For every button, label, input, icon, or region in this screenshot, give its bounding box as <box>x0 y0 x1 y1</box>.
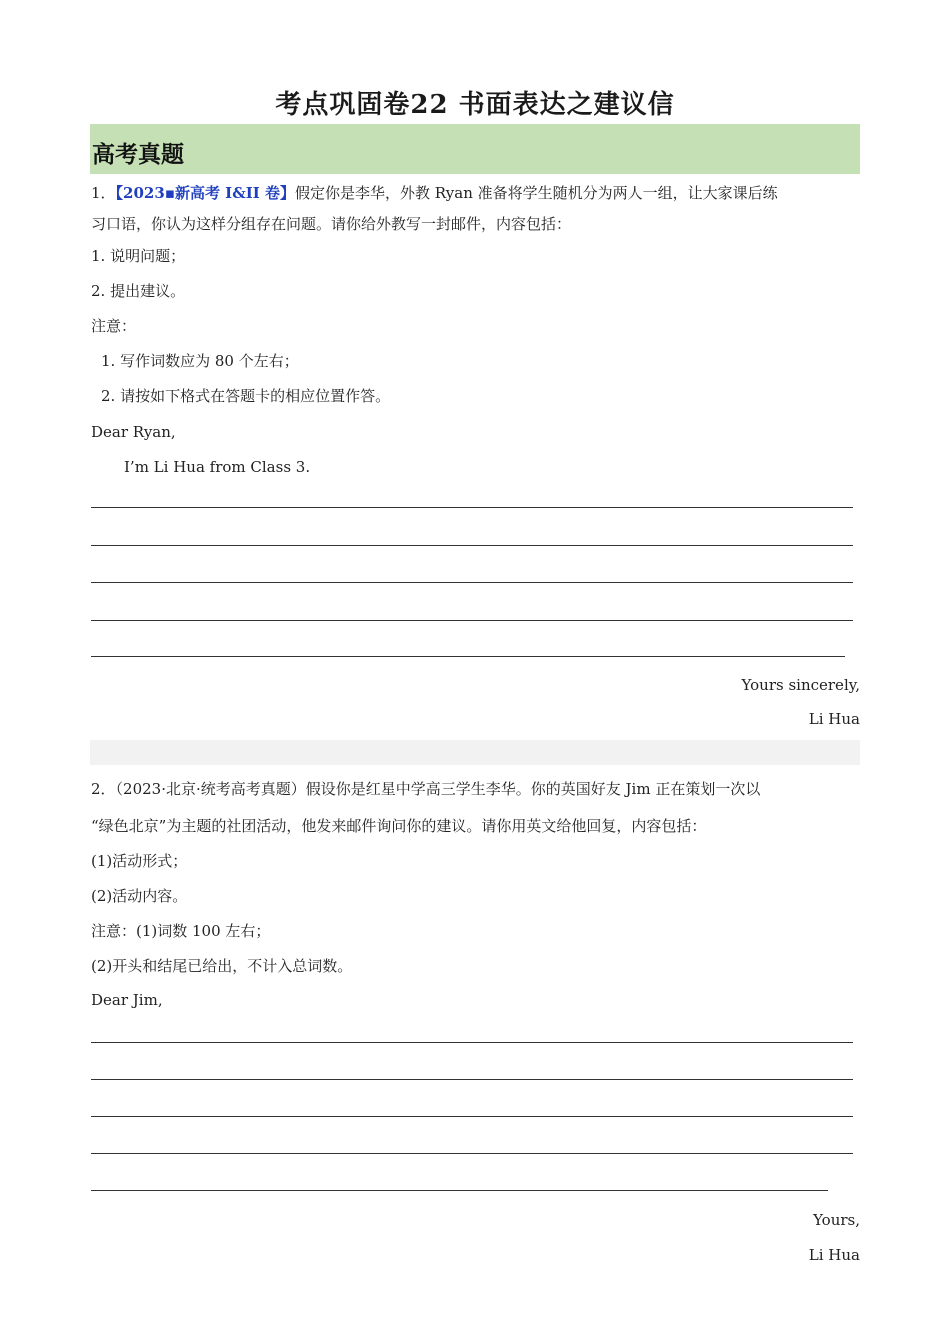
q2-number: 2． <box>91 780 116 798</box>
q1-source-tag: 【2023▪新高考 I&II 卷】 <box>115 184 295 202</box>
q2-signature: Li Hua <box>808 1246 860 1264</box>
q2-prompt-line2: “绿色北京”为主题的社团活动，他发来邮件询问你的建议。请你用英文给他回复，内容包括： <box>91 817 707 835</box>
answer-line <box>91 507 853 508</box>
q2-item-1: (1)活动形式； <box>91 852 188 870</box>
q1-greeting: Dear Ryan, <box>91 423 176 441</box>
q1-item-1: 1. 说明问题； <box>91 247 186 265</box>
q2-note-2: (2)开头和结尾已给出，不计入总词数。 <box>91 957 353 975</box>
q2-greeting: Dear Jim, <box>91 991 163 1009</box>
answer-line <box>91 1042 853 1043</box>
answer-line <box>91 1116 853 1117</box>
page-title: 考点巩固卷22 书面表达之建议信 <box>275 90 675 120</box>
q2-prompt-line1 <box>91 779 760 799</box>
answer-line <box>91 1153 853 1154</box>
q1-signature: Li Hua <box>808 710 860 728</box>
q1-item-2: 2. 提出建议。 <box>91 282 186 300</box>
q2-note-1: 注意：(1)词数 100 左右； <box>91 922 271 940</box>
q2-item-2: (2)活动内容。 <box>91 887 188 905</box>
q1-prompt-line2: 习口语，你认为这样分组存在问题。请你给外教写一封邮件，内容包括： <box>91 215 572 233</box>
q1-note-1: 1. 写作词数应为 80 个左右； <box>101 352 299 370</box>
separator-bar <box>90 740 860 765</box>
section-header <box>90 124 860 174</box>
q1-prompt-text: 假定你是李华，外教 Ryan 准备将学生随机分为两人一组，让大家课后练 <box>295 184 778 202</box>
q2-closing: Yours, <box>813 1211 860 1229</box>
answer-line <box>91 656 845 657</box>
q1-number: 1． <box>91 184 116 202</box>
q1-prompt-line1 <box>91 183 778 203</box>
answer-line <box>91 1190 828 1191</box>
q1-note-label: 注意： <box>91 317 137 335</box>
q1-opening: I’m Li Hua from Class 3. <box>124 458 311 476</box>
section-title: 高考真题 <box>92 141 184 168</box>
answer-line <box>91 545 853 546</box>
answer-line <box>91 620 853 621</box>
answer-line <box>91 1079 853 1080</box>
q1-closing: Yours sincerely, <box>741 676 860 694</box>
answer-line <box>91 582 853 583</box>
q2-prompt-text: （2023·北京·统考高考真题）假设你是红星中学高三学生李华。你的英国好友 Jim 正在策划一次以 <box>115 780 761 798</box>
q1-note-2: 2. 请按如下格式在答题卡的相应位置作答。 <box>101 387 391 405</box>
